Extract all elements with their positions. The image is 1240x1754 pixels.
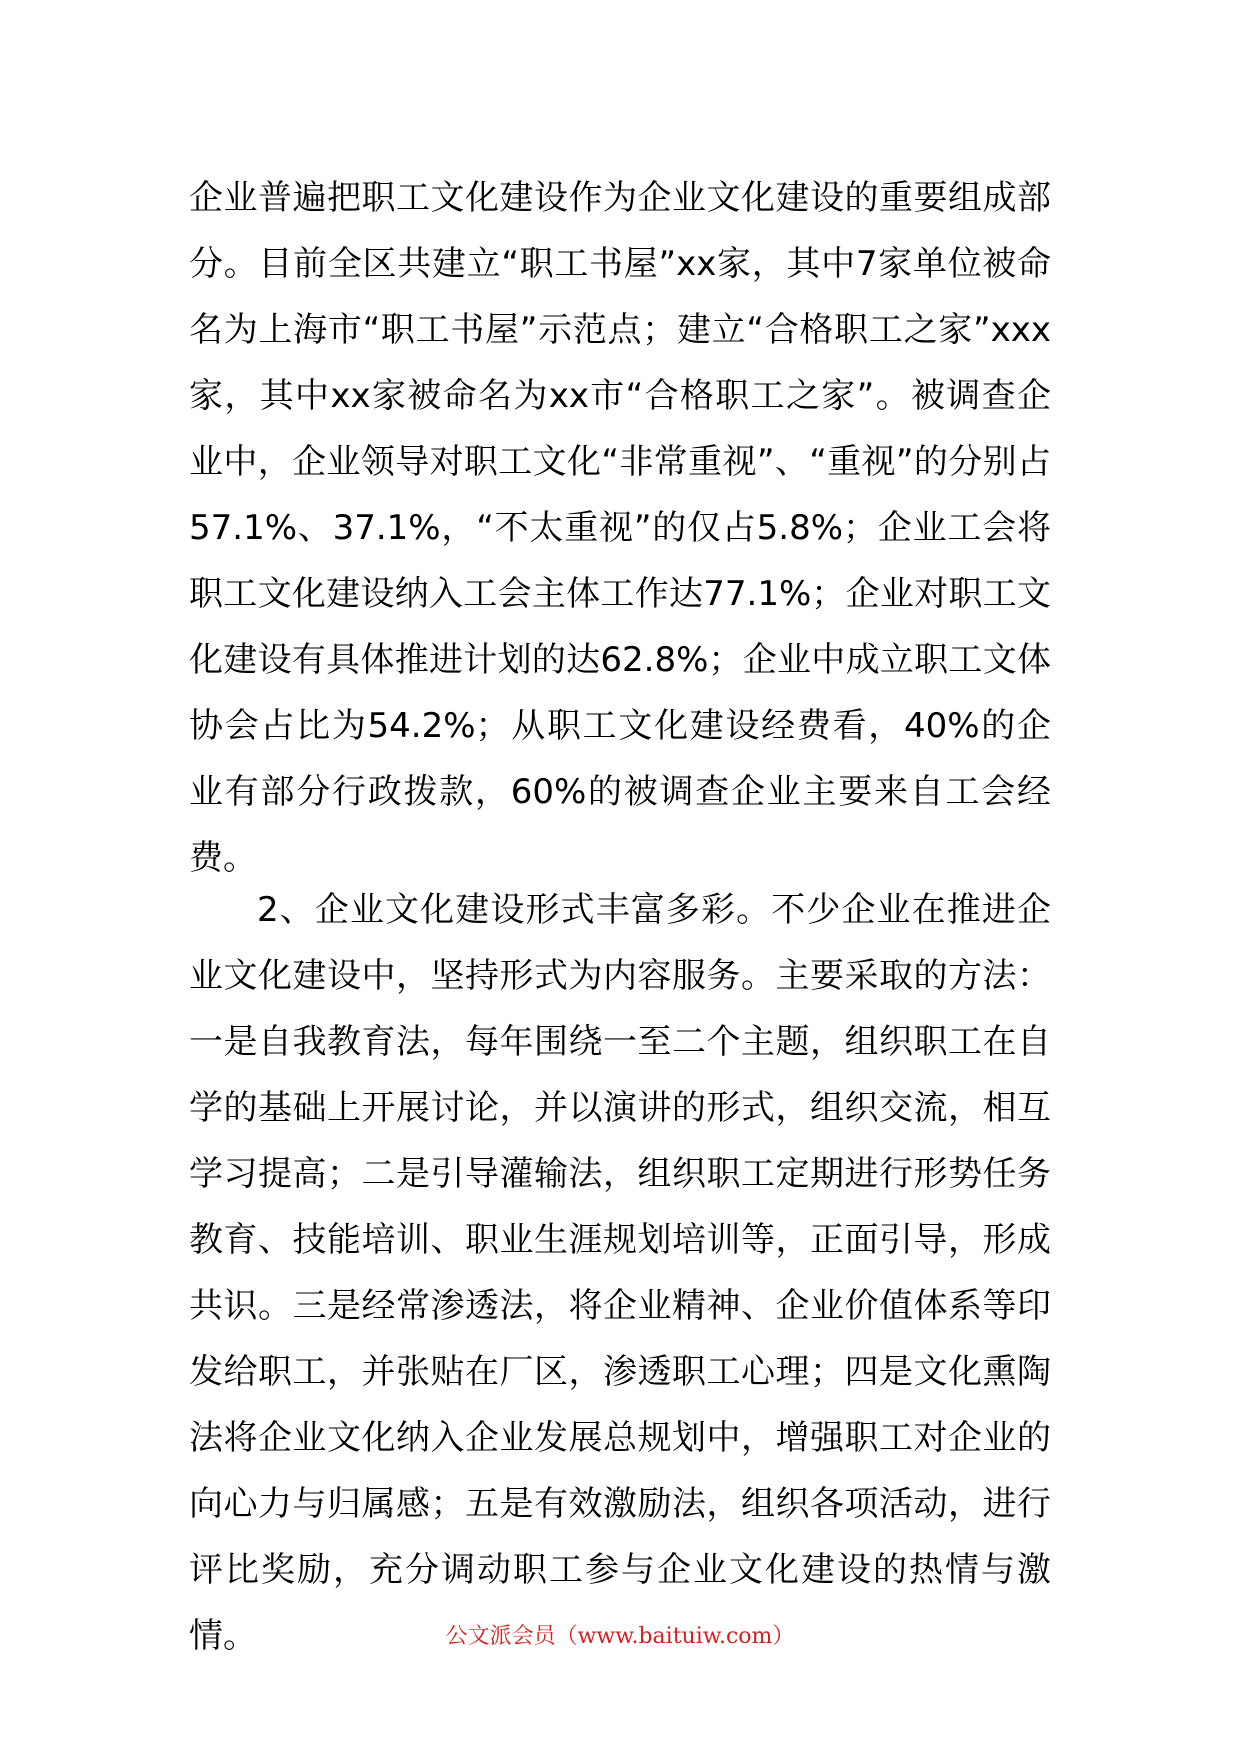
body-paragraph-1: 企业普遍把职工文化建设作为企业文化建设的重要组成部分。目前全区共建立“职工书屋”xx家，其中7家单位被命名为上海市“职工书屋”示范点；建立“合格职工之家”xxx家，其中xx家被命名为xx市“合格职工之家”。被调查企业中，企业领导对职工文化“非常重视”、“重视”的分别占57.1%、37.1%，“不太重视”的仅占5.8%；企业工会将职工文化建设纳入工会主体工作达77.1%；企业对职工文化建设有具体推进计划的达62.8%；企业中成立职工文体协会占比为54.2%；从职工文化建设经费看，40%的企业有部分行政拨款，60%的被调查企业主要来自工会经费。 [189,178,1051,878]
body-paragraph-2: 2、企业文化建设形式丰富多彩。不少企业在推进企业文化建设中，坚持形式为内容服务。主要采取的方法：一是自我教育法，每年围绕一至二个主题，组织职工在自学的基础上开展讨论，并以演讲的形式，组织交流，相互学习提高；二是引导灌输法，组织职工定期进行形势任务教育、技能培训、职业生涯规划培训等，正面引导，形成共识。三是经常渗透法，将企业精神、企业价值体系等印发给职工，并张贴在厂区，渗透职工心理；四是文化熏陶法将企业文化纳入企业发展总规划中，增强职工对企业的向心力与归属感；五是有效激励法，组织各项活动，进行评比奖励，充分调动职工参与企业文化建设的热情与激情。 [189,890,1051,1656]
footer-watermark: 公文派会员（www.baituiw.com） [445,1624,795,1649]
